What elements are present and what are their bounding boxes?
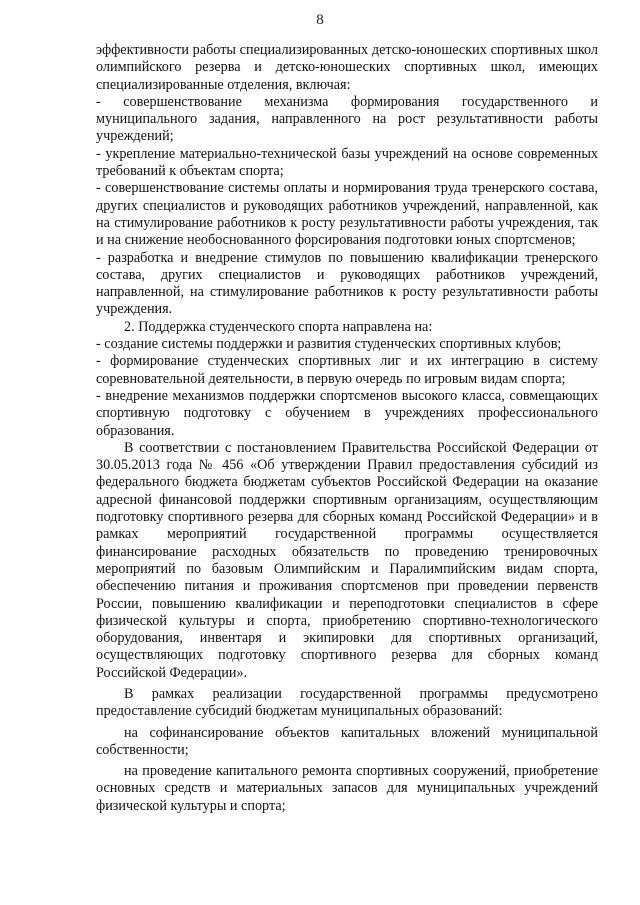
bullet-item: - создание системы поддержки и развития студенческих спортивных клубов; [96, 336, 562, 353]
page-number: 8 [316, 12, 324, 28]
section-heading-paragraph: 2. Поддержка студенческого спорта направлена на: [124, 318, 433, 335]
bullet-item: - разработка и внедрение стимулов по повышению квалификации тренерского состава, других специалистов и руководящих работников учреждений, направленной, на стимулирование работников к росту результативности работы учреждения. [96, 249, 598, 318]
paragraph-continuation: эффективности работы специализированных детско-юношеских спортивных школ олимпийского резерва и детско-юношеских спортивных школ, имеющих специализированные отделения, включая: [96, 42, 598, 93]
bullet-item: - укрепление материально-технической базы учреждений на основе современных требований к объектам спорта; [96, 145, 598, 180]
body-paragraph: В соответствии с постановлением Правительства Российской Федерации от 30.05.2013 года № 456 «Об утверждении Правил предоставления субсидий из федерального бюджета бюджетам субъектов Российской Федерации на оказание адресной финансовой поддержки спортивным организациям, осуществляющим подготовку спортивного резерва для сборных команд Российской Федерации» и в рамках мероприятий государственной программы осуществляется финансирование расходных обязательств по проведению тренировочных мероприятий по базовым Олимпийским и Паралимпийским видам спорта, обеспечению питания и проживания спортсменов при проведении первенств России, повышению квалификации и переподготовки специалистов в сфере физической культуры и спорта, приобретению спортивно-технологического оборудования, инвентаря и экипировки для спортивных организаций, осуществляющих подготовку спортивного резерва для сборных команд Российской Федерации». [96, 439, 598, 681]
bullet-item: - внедрение механизмов поддержки спортсменов высокого класса, совмещающих спортивную подготовку с обучением в учреждениях профессионального образования. [96, 387, 598, 439]
body-paragraph: на софинансирование объектов капитальных вложений муниципальной собственности; [96, 724, 598, 758]
bullet-item: - совершенствование системы оплаты и нормирования труда тренерского состава, других специалистов и руководящих работников учреждений, направленной, как на стимулирование работников к росту результативности работы учреждения, так и на снижение необоснованного форсирования подготовки юных спортсменов; [96, 180, 598, 249]
document-body [96, 42, 598, 815]
bullet-item: - совершенствование механизма формирования государственного и муниципального задания, направленного на рост результативности работы учреждений; [96, 93, 598, 145]
bullet-item: - формирование студенческих спортивных лиг и их интеграцию в систему соревновательной деятельности, в первую очередь по игровым видам спорта; [96, 353, 598, 387]
body-paragraph: на проведение капитального ремонта спортивных сооружений, приобретение основных средств и материальных запасов для муниципальных учреждений физической культуры и спорта; [96, 763, 598, 814]
body-paragraph: В рамках реализации государственной программы предусмотрено предоставление субсидий бюджетам муниципальных образований: [96, 685, 598, 720]
